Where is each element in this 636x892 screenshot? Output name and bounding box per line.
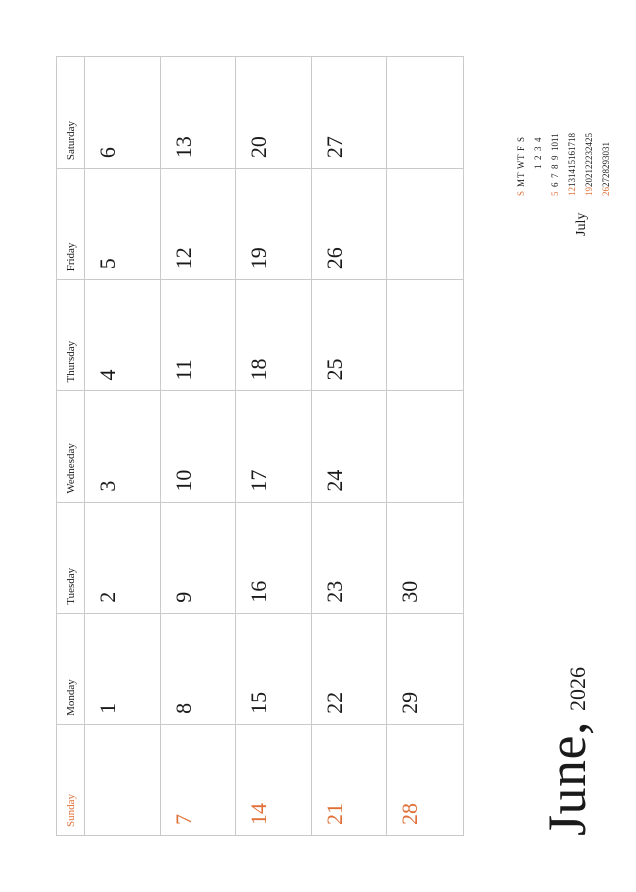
- mini-weekday-initial: M: [515, 178, 526, 187]
- day-cell[interactable]: [312, 279, 388, 390]
- mini-day: 17: [566, 142, 577, 151]
- mini-week-row: [563, 133, 580, 196]
- day-number: 18: [246, 358, 272, 381]
- day-number: 3: [95, 480, 120, 492]
- day-number: 21: [321, 803, 347, 825]
- weekday-header-thursday: Thursday: [57, 279, 85, 390]
- day-cell[interactable]: [161, 279, 237, 390]
- weekday-header-monday: Monday: [57, 613, 85, 724]
- day-cell[interactable]: [387, 613, 463, 724]
- day-number: 11: [170, 359, 196, 381]
- day-cell[interactable]: [312, 168, 388, 279]
- day-cell[interactable]: [161, 502, 237, 613]
- day-cell[interactable]: [312, 502, 388, 613]
- mini-day: [597, 133, 614, 142]
- day-number: 16: [246, 580, 272, 603]
- mini-weekday-row: [512, 133, 529, 196]
- day-cell[interactable]: [85, 724, 161, 835]
- mini-day: 2: [532, 155, 543, 160]
- day-cell[interactable]: [387, 168, 463, 279]
- mini-day: 16: [566, 151, 577, 160]
- day-number: 24: [321, 469, 347, 492]
- day-number: 27: [321, 136, 347, 159]
- mini-weekday-initial: S: [515, 190, 526, 196]
- day-cell[interactable]: [85, 613, 161, 724]
- mini-day: 1: [532, 164, 543, 169]
- mini-day: 12: [566, 187, 577, 196]
- mini-day: 27: [600, 178, 611, 187]
- weekday-header-friday: Friday: [57, 168, 85, 279]
- day-number: 28: [397, 803, 423, 825]
- day-number: 22: [321, 691, 347, 714]
- day-number: 6: [95, 147, 120, 159]
- mini-week-row: [597, 133, 614, 196]
- mini-weekday-initial: T: [515, 154, 526, 160]
- day-number: 7: [170, 814, 196, 825]
- mini-day: 15: [566, 160, 577, 169]
- day-cell[interactable]: [236, 168, 312, 279]
- day-number: 14: [246, 803, 272, 825]
- day-number: 25: [321, 358, 347, 381]
- day-cell[interactable]: [387, 279, 463, 390]
- day-cell[interactable]: [312, 390, 388, 501]
- day-number: 12: [170, 247, 196, 270]
- day-cell[interactable]: [85, 57, 161, 168]
- weekday-header-saturday: Saturday: [57, 57, 85, 168]
- mini-day: 14: [566, 169, 577, 178]
- month-grid: [56, 56, 464, 836]
- mini-day: [529, 178, 546, 187]
- mini-week-row: [580, 133, 597, 196]
- day-cell[interactable]: [236, 724, 312, 835]
- day-number: 19: [246, 247, 272, 270]
- day-cell[interactable]: [161, 613, 237, 724]
- mini-day: 6: [549, 182, 560, 187]
- day-cell[interactable]: [85, 390, 161, 501]
- mini-day: 29: [600, 160, 611, 169]
- mini-weekday-initial: T: [515, 172, 526, 178]
- day-number: 20: [246, 136, 272, 159]
- mini-calendar-title: July: [574, 212, 589, 236]
- mini-day: 28: [600, 169, 611, 178]
- mini-week-row: [546, 133, 563, 196]
- day-number: 8: [170, 702, 196, 714]
- year-label: 2026: [565, 667, 590, 712]
- mini-day: 9: [549, 155, 560, 160]
- day-number: 30: [397, 580, 423, 603]
- day-number: 9: [170, 591, 196, 603]
- mini-day: 22: [583, 160, 594, 169]
- day-cell[interactable]: [312, 57, 388, 168]
- weekday-header-wednesday: Wednesday: [57, 390, 85, 501]
- day-number: 26: [321, 247, 347, 270]
- day-number: 1: [95, 702, 120, 714]
- mini-day: 30: [600, 151, 611, 160]
- day-number: 4: [95, 369, 120, 381]
- day-cell[interactable]: [387, 502, 463, 613]
- mini-day: 26: [600, 187, 611, 196]
- mini-day: 21: [583, 169, 594, 178]
- mini-weekday-initial: W: [515, 160, 526, 169]
- day-cell[interactable]: [387, 57, 463, 168]
- mini-day: 31: [600, 142, 611, 151]
- day-number: 13: [170, 136, 196, 159]
- day-cell[interactable]: [161, 57, 237, 168]
- mini-day: [529, 187, 546, 196]
- weekday-header-sunday: Sunday: [57, 724, 85, 835]
- mini-day: 4: [532, 137, 543, 142]
- day-cell[interactable]: [85, 168, 161, 279]
- day-cell[interactable]: [236, 390, 312, 501]
- day-number: 10: [170, 469, 196, 492]
- day-cell[interactable]: [161, 390, 237, 501]
- day-cell[interactable]: [312, 613, 388, 724]
- day-number: 29: [397, 691, 423, 714]
- mini-day: [529, 169, 546, 178]
- mini-day: 18: [566, 133, 577, 142]
- weekday-header-tuesday: Tuesday: [57, 502, 85, 613]
- day-cell[interactable]: [161, 724, 237, 835]
- mini-day: 11: [549, 133, 560, 142]
- mini-day: 8: [549, 164, 560, 169]
- day-number: 23: [321, 580, 347, 603]
- day-number: 5: [95, 258, 120, 270]
- mini-weekday-initial: F: [515, 145, 526, 151]
- mini-day: 19: [583, 187, 594, 196]
- day-number: 2: [95, 591, 120, 603]
- mini-week-row: [529, 133, 546, 196]
- day-cell[interactable]: [236, 57, 312, 168]
- day-cell[interactable]: [387, 390, 463, 501]
- month-name: June,: [537, 721, 597, 836]
- day-number: 17: [246, 469, 272, 492]
- day-cell[interactable]: [85, 279, 161, 390]
- day-cell[interactable]: [161, 168, 237, 279]
- day-cell[interactable]: [236, 502, 312, 613]
- mini-day: 24: [583, 142, 594, 151]
- day-cell[interactable]: [387, 724, 463, 835]
- mini-calendar-table: [512, 133, 614, 196]
- mini-weekday-initial: S: [515, 136, 526, 142]
- mini-day: 10: [549, 142, 560, 151]
- day-cell[interactable]: [312, 724, 388, 835]
- day-cell[interactable]: [236, 613, 312, 724]
- mini-day: 23: [583, 151, 594, 160]
- month-title: [537, 667, 597, 836]
- mini-day: 13: [566, 178, 577, 187]
- mini-day: 3: [532, 146, 543, 151]
- day-number: 15: [246, 691, 272, 714]
- mini-day: 25: [583, 133, 594, 142]
- mini-day: 20: [583, 178, 594, 187]
- mini-day: 7: [549, 173, 560, 178]
- day-cell[interactable]: [236, 279, 312, 390]
- day-cell[interactable]: [85, 502, 161, 613]
- mini-day: 5: [549, 191, 560, 196]
